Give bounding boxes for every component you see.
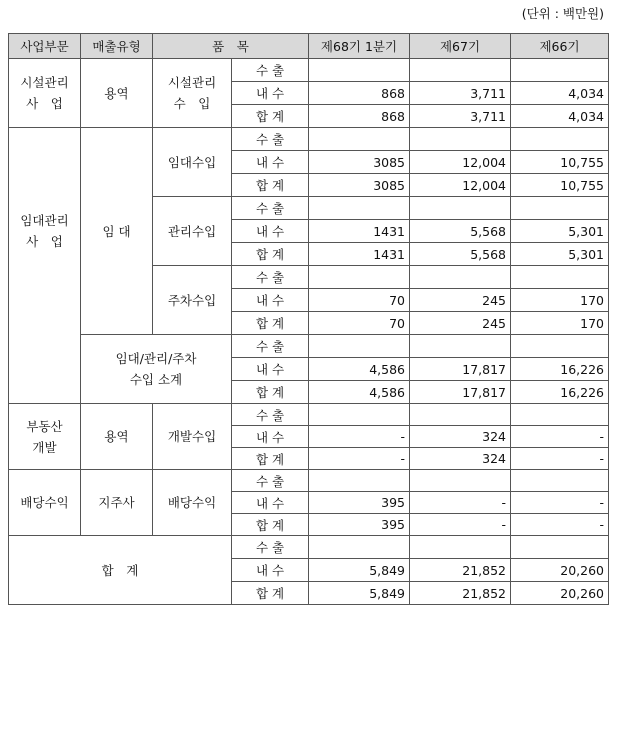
header-segment: 사업부문 bbox=[9, 34, 81, 59]
cell-value: - bbox=[309, 426, 410, 448]
cell-value: 395 bbox=[309, 492, 410, 514]
cell-value: 70 bbox=[309, 312, 410, 335]
cell-value: 5,301 bbox=[511, 220, 609, 243]
cell-value bbox=[309, 404, 410, 426]
cell-value bbox=[410, 266, 511, 289]
cell-value: 17,817 bbox=[410, 358, 511, 381]
segment-facility: 시설관리 사 업 bbox=[9, 59, 81, 128]
cell-value: 245 bbox=[410, 289, 511, 312]
row-label-export: 수 출 bbox=[232, 470, 309, 492]
cell-value: 5,849 bbox=[309, 559, 410, 582]
cell-value: 324 bbox=[410, 448, 511, 470]
cell-value: 3085 bbox=[309, 151, 410, 174]
cell-value bbox=[511, 404, 609, 426]
cell-value: - bbox=[511, 492, 609, 514]
row-label-domestic: 내 수 bbox=[232, 559, 309, 582]
cell-value bbox=[410, 335, 511, 358]
cell-value: 170 bbox=[511, 312, 609, 335]
row-label-total: 합 계 bbox=[232, 105, 309, 128]
header-period-66: 제66기 bbox=[511, 34, 609, 59]
cell-value: 5,849 bbox=[309, 582, 410, 605]
row-label-domestic: 내 수 bbox=[232, 220, 309, 243]
cell-value bbox=[309, 470, 410, 492]
cell-value bbox=[511, 470, 609, 492]
row-label-domestic: 내 수 bbox=[232, 82, 309, 105]
row-label-export: 수 출 bbox=[232, 536, 309, 559]
cell-value: 1431 bbox=[309, 243, 410, 266]
item-realestate: 개발수입 bbox=[153, 404, 232, 470]
cell-value: 4,586 bbox=[309, 381, 410, 404]
cell-value: - bbox=[410, 514, 511, 536]
cell-value bbox=[511, 536, 609, 559]
cell-value: - bbox=[511, 514, 609, 536]
lease-subtotal-label: 임대/관리/주차 수입 소계 bbox=[81, 335, 232, 404]
sales-type-realestate: 용역 bbox=[81, 404, 153, 470]
row-label-export: 수 출 bbox=[232, 335, 309, 358]
cell-value: 868 bbox=[309, 105, 410, 128]
cell-value: 5,568 bbox=[410, 243, 511, 266]
cell-value: - bbox=[511, 426, 609, 448]
row-label-total: 합 계 bbox=[232, 312, 309, 335]
cell-value: 70 bbox=[309, 289, 410, 312]
item-rent: 임대수입 bbox=[153, 128, 232, 197]
table-row bbox=[9, 59, 609, 82]
cell-value: 170 bbox=[511, 289, 609, 312]
row-label-domestic: 내 수 bbox=[232, 289, 309, 312]
table-row bbox=[9, 470, 609, 492]
cell-value: 1431 bbox=[309, 220, 410, 243]
row-label-total: 합 계 bbox=[232, 243, 309, 266]
row-label-total: 합 계 bbox=[232, 174, 309, 197]
sales-type-dividend: 지주사 bbox=[81, 470, 153, 536]
unit-note: (단위 : 백만원) bbox=[521, 6, 604, 21]
cell-value: - bbox=[410, 492, 511, 514]
item-dividend: 배당수익 bbox=[153, 470, 232, 536]
table-row bbox=[9, 536, 609, 559]
cell-value: 3085 bbox=[309, 174, 410, 197]
cell-value: 3,711 bbox=[410, 105, 511, 128]
cell-value bbox=[410, 470, 511, 492]
cell-value bbox=[410, 59, 511, 82]
sales-type-lease: 임 대 bbox=[81, 128, 153, 335]
segment-realestate: 부동산 개발 bbox=[9, 404, 81, 470]
cell-value bbox=[309, 59, 410, 82]
row-label-total: 합 계 bbox=[232, 514, 309, 536]
cell-value: - bbox=[511, 448, 609, 470]
cell-value bbox=[511, 128, 609, 151]
cell-value: 16,226 bbox=[511, 358, 609, 381]
row-label-domestic: 내 수 bbox=[232, 426, 309, 448]
cell-value: 21,852 bbox=[410, 582, 511, 605]
table-row bbox=[9, 128, 609, 151]
cell-value bbox=[511, 335, 609, 358]
cell-value bbox=[410, 197, 511, 220]
row-label-export: 수 출 bbox=[232, 266, 309, 289]
cell-value: 10,755 bbox=[511, 151, 609, 174]
cell-value: 17,817 bbox=[410, 381, 511, 404]
cell-value: 10,755 bbox=[511, 174, 609, 197]
row-label-total: 합 계 bbox=[232, 582, 309, 605]
cell-value bbox=[410, 536, 511, 559]
cell-value: 324 bbox=[410, 426, 511, 448]
cell-value: 20,260 bbox=[511, 559, 609, 582]
cell-value bbox=[511, 266, 609, 289]
cell-value: 4,586 bbox=[309, 358, 410, 381]
cell-value bbox=[309, 335, 410, 358]
row-label-export: 수 출 bbox=[232, 59, 309, 82]
cell-value: 3,711 bbox=[410, 82, 511, 105]
cell-value: 5,568 bbox=[410, 220, 511, 243]
cell-value bbox=[309, 197, 410, 220]
segment-dividend: 배당수익 bbox=[9, 470, 81, 536]
row-label-domestic: 내 수 bbox=[232, 358, 309, 381]
cell-value: 5,301 bbox=[511, 243, 609, 266]
cell-value bbox=[309, 536, 410, 559]
cell-value: 868 bbox=[309, 82, 410, 105]
cell-value bbox=[410, 128, 511, 151]
cell-value: - bbox=[309, 448, 410, 470]
sales-table bbox=[8, 33, 609, 605]
cell-value: 21,852 bbox=[410, 559, 511, 582]
row-label-domestic: 내 수 bbox=[232, 151, 309, 174]
grand-total-label: 합 계 bbox=[9, 536, 232, 605]
row-label-domestic: 내 수 bbox=[232, 492, 309, 514]
row-label-export: 수 출 bbox=[232, 128, 309, 151]
cell-value: 12,004 bbox=[410, 174, 511, 197]
cell-value bbox=[511, 197, 609, 220]
table-row bbox=[9, 404, 609, 426]
header-row bbox=[9, 34, 609, 59]
table-row bbox=[9, 335, 609, 358]
row-label-export: 수 출 bbox=[232, 197, 309, 220]
cell-value: 16,226 bbox=[511, 381, 609, 404]
header-period-68-q1: 제68기 1분기 bbox=[309, 34, 410, 59]
segment-lease: 임대관리 사 업 bbox=[9, 128, 81, 404]
cell-value bbox=[511, 59, 609, 82]
item-facility: 시설관리 수 입 bbox=[153, 59, 232, 128]
cell-value: 20,260 bbox=[511, 582, 609, 605]
cell-value: 4,034 bbox=[511, 82, 609, 105]
row-label-total: 합 계 bbox=[232, 381, 309, 404]
header-item: 품 목 bbox=[153, 34, 309, 59]
sales-type-facility: 용역 bbox=[81, 59, 153, 128]
row-label-total: 합 계 bbox=[232, 448, 309, 470]
item-parking: 주차수입 bbox=[153, 266, 232, 335]
header-period-67: 제67기 bbox=[410, 34, 511, 59]
cell-value: 245 bbox=[410, 312, 511, 335]
cell-value bbox=[410, 404, 511, 426]
cell-value: 12,004 bbox=[410, 151, 511, 174]
cell-value: 395 bbox=[309, 514, 410, 536]
cell-value bbox=[309, 266, 410, 289]
row-label-export: 수 출 bbox=[232, 404, 309, 426]
cell-value: 4,034 bbox=[511, 105, 609, 128]
header-sales-type: 매출유형 bbox=[81, 34, 153, 59]
cell-value bbox=[309, 128, 410, 151]
item-mgmt: 관리수입 bbox=[153, 197, 232, 266]
